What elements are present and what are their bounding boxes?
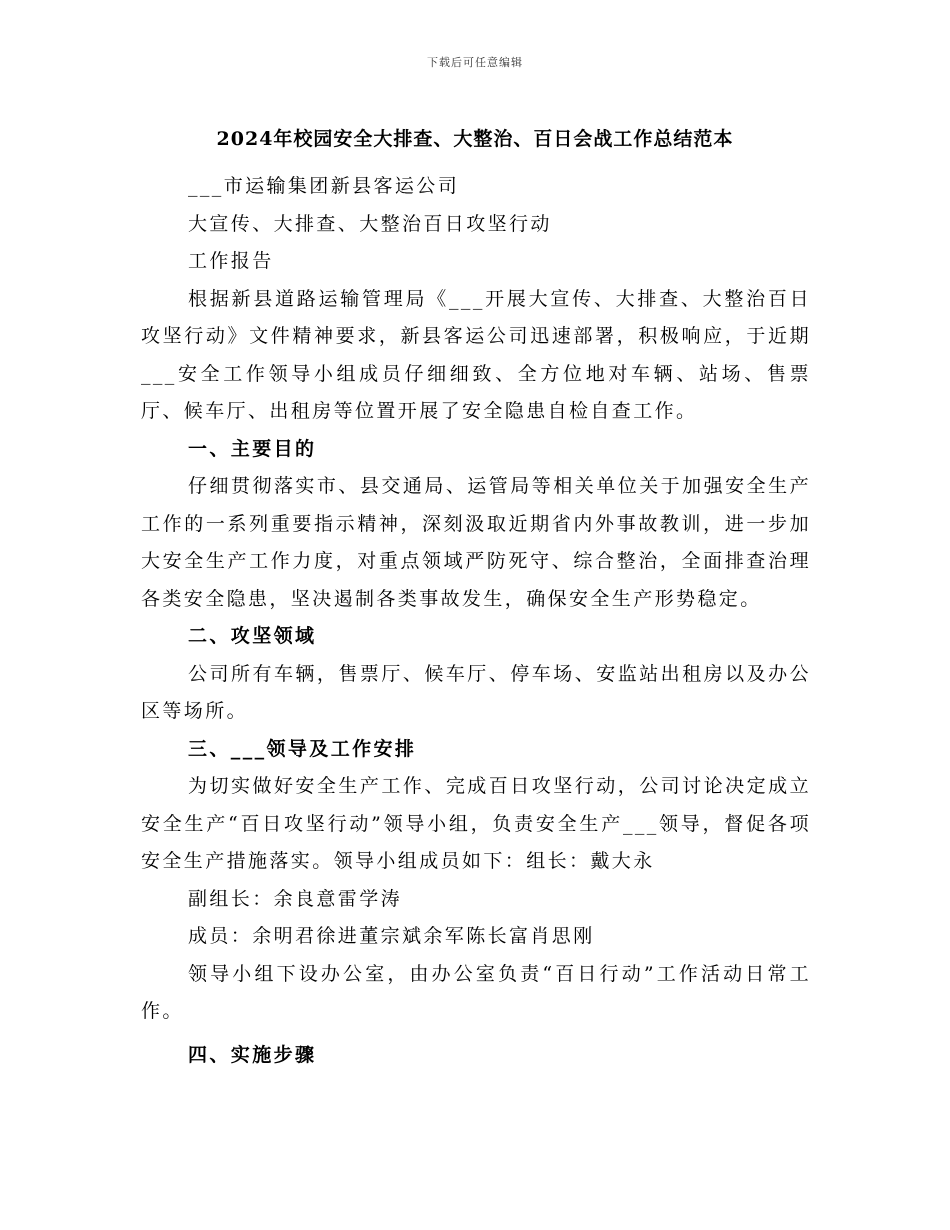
report-label-line: 工作报告 xyxy=(188,250,274,272)
section-heading-areas: 二、攻坚领域 xyxy=(188,625,317,647)
leadership-paragraph: 为切实做好安全生产工作、完成百日攻坚行动，公司讨论决定成立安全生产“百日攻坚行动”领导小组，负责安全生产___领导，督促各项安全生产措施落实。领导小组成员如下：组长：戴大永 xyxy=(141,775,811,872)
header-note: 下载后可任意编辑 xyxy=(427,56,523,69)
org-name-line: ___市运输集团新县客运公司 xyxy=(188,175,460,197)
section-heading-steps: 四、实施步骤 xyxy=(188,1043,317,1066)
section-heading-leadership: 三、___领导及工作安排 xyxy=(188,737,417,760)
document-body xyxy=(141,168,811,1074)
section-heading-purpose: 一、主要目的 xyxy=(188,437,317,460)
members-line: 成员：余明君徐进董宗斌余军陈长富肖思刚 xyxy=(188,925,595,947)
purpose-paragraph: 仔细贯彻落实市、县交通局、运管局等相关单位关于加强安全生产工作的一系列重要指示精神，深刻汲取近期省内外事故教训，进一步加大安全生产工作力度，对重点领域严防死守、综合整治，全面排查治理各类安全隐患，坚决遏制各类事故发生，确保安全生产形势稳定。 xyxy=(141,475,811,610)
areas-paragraph: 公司所有车辆，售票厅、候车厅、停车场、安监站出租房以及办公区等场所。 xyxy=(141,662,811,722)
office-paragraph: 领导小组下设办公室，由办公室负责“百日行动”工作活动日常工作。 xyxy=(141,962,811,1022)
action-name-line: 大宣传、大排查、大整治百日攻坚行动 xyxy=(188,212,552,235)
intro-paragraph: 根据新县道路运输管理局《___开展大宣传、大排查、大整治百日攻坚行动》文件精神要求，新县客运公司迅速部署，积极响应，于近期___安全工作领导小组成员仔细细致、全方位地对车辆、站场、售票厅、候车厅、出租房等位置开展了安全隐患自检自查工作。 xyxy=(141,287,811,422)
deputy-leader-line: 副组长：余良意雷学涛 xyxy=(188,887,403,910)
document-title: 2024年校园安全大排查、大整治、百日会战工作总结范本 xyxy=(216,128,734,150)
